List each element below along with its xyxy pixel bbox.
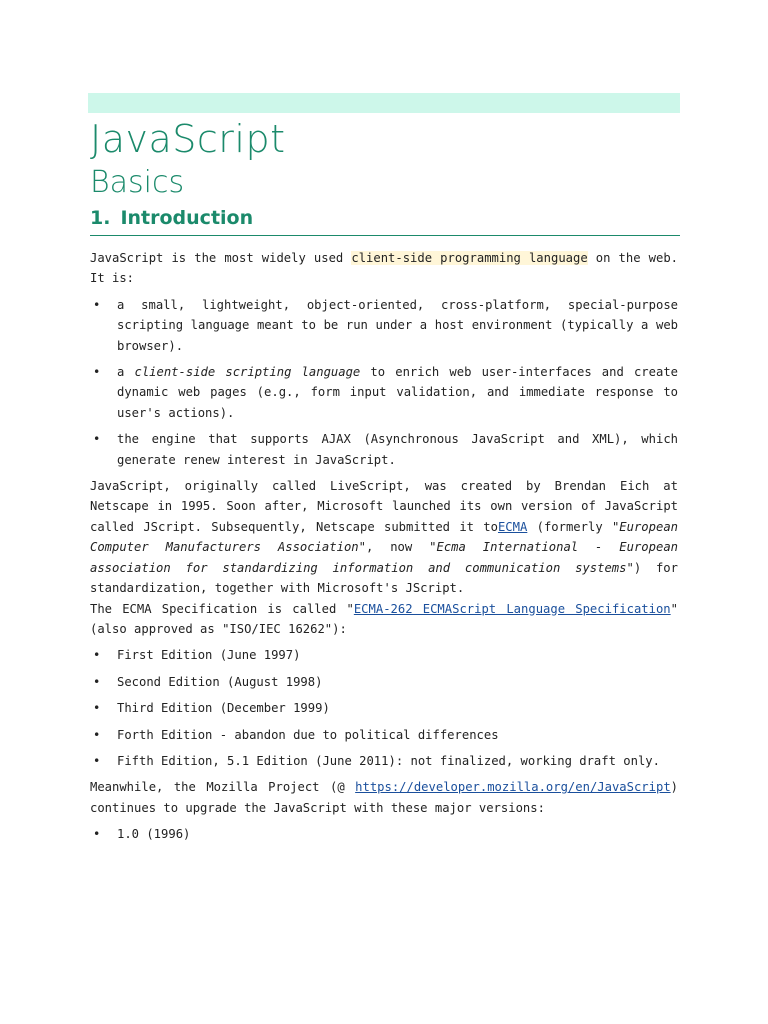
spec-paragraph xyxy=(90,599,678,640)
list-item xyxy=(90,751,678,771)
mozilla-text: Meanwhile, the Mozilla Project (@ xyxy=(90,780,356,795)
history-text: JavaScript, originally called LiveScript, was created by Brendan Eich at Netscape in 1995. Soon after, Microsoft launched its own version of JavaScript called JScript. Subsequently, Netscape submitted it to xyxy=(90,479,678,534)
highlighted-term: client-side programming language xyxy=(351,251,588,265)
list-item-text: the engine that supports AJAX (Asynchronous JavaScript and XML), which generate renew interest in JavaScript. xyxy=(117,432,678,467)
spec-text: " (also approved as "ISO/IEC 16262"): xyxy=(90,601,678,636)
section-heading xyxy=(90,204,680,236)
list-item-text: First Edition (June 1997) xyxy=(117,648,301,663)
list-item xyxy=(90,362,678,423)
mozilla-text: ) continues to upgrade the JavaScript with these major versions: xyxy=(90,780,678,815)
list-item xyxy=(90,672,678,692)
list-item-text: a small, lightweight, object-oriented, cross-platform, special-purpose scripting language meant to be run under a host environment (typically a web browser). xyxy=(117,297,678,353)
list-item xyxy=(90,429,678,470)
intro-paragraph xyxy=(90,248,678,289)
ecma-link[interactable]: ECMA xyxy=(497,519,528,534)
bullet-icon: • xyxy=(93,727,101,742)
emphasis-text: European Computer Manufacturers Association xyxy=(90,519,678,555)
list-item xyxy=(90,698,678,718)
list-item xyxy=(90,295,678,356)
doc-title: JavaScript xyxy=(90,117,286,161)
section-number: 1. xyxy=(90,207,111,229)
intro-text-end: on the web. It is: xyxy=(90,251,678,286)
mozilla-paragraph xyxy=(90,777,678,818)
bullet-icon: • xyxy=(93,648,101,663)
mozilla-link[interactable]: https://developer.mozilla.org/en/JavaScript xyxy=(355,780,671,795)
bullet-icon: • xyxy=(93,297,101,312)
versions-list xyxy=(90,824,678,844)
bullet-icon: • xyxy=(93,365,101,380)
list-item-text: Fifth Edition, 5.1 Edition (June 2011): not finalized, working draft only. xyxy=(117,753,660,768)
bullet-icon: • xyxy=(93,674,101,689)
feature-list xyxy=(90,295,678,470)
list-item-text: Second Edition (August 1998) xyxy=(117,674,323,689)
history-paragraph xyxy=(90,476,678,598)
bullet-icon: • xyxy=(93,827,101,842)
list-item xyxy=(90,824,678,844)
list-item xyxy=(90,645,678,665)
ecma-262-link[interactable]: ECMA-262 ECMAScript Language Specification xyxy=(353,601,671,616)
list-item-text: Third Edition (December 1999) xyxy=(117,701,330,716)
history-text: ", now " xyxy=(358,540,437,555)
history-text: (formerly " xyxy=(527,519,620,534)
header-banner xyxy=(88,93,680,113)
history-text: ") for standardization, together with Microsoft's JScript. xyxy=(90,560,678,596)
intro-text: JavaScript is the most widely used xyxy=(90,251,352,265)
spec-text: The ECMA Specification is called " xyxy=(90,601,354,616)
editions-list xyxy=(90,645,678,771)
section-title: Introduction xyxy=(120,207,254,229)
list-item-text: Forth Edition - abandon due to political differences xyxy=(117,727,499,742)
list-item-text: 1.0 (1996) xyxy=(117,827,191,842)
bullet-icon: • xyxy=(93,701,101,716)
emphasis-text: Ecma International - European association for standardizing information and communication systems xyxy=(90,540,678,575)
list-item-text: to enrich web user-interfaces and create dynamic web pages (e.g., form input validation, and immediate response to user's actions). xyxy=(117,365,678,420)
document-body xyxy=(90,248,678,851)
bullet-icon: • xyxy=(93,753,101,768)
emphasis-text: client-side scripting language xyxy=(134,365,361,380)
doc-subtitle: Basics xyxy=(90,165,185,200)
list-item-text: a xyxy=(117,365,135,380)
list-item xyxy=(90,725,678,745)
bullet-icon: • xyxy=(93,432,101,447)
